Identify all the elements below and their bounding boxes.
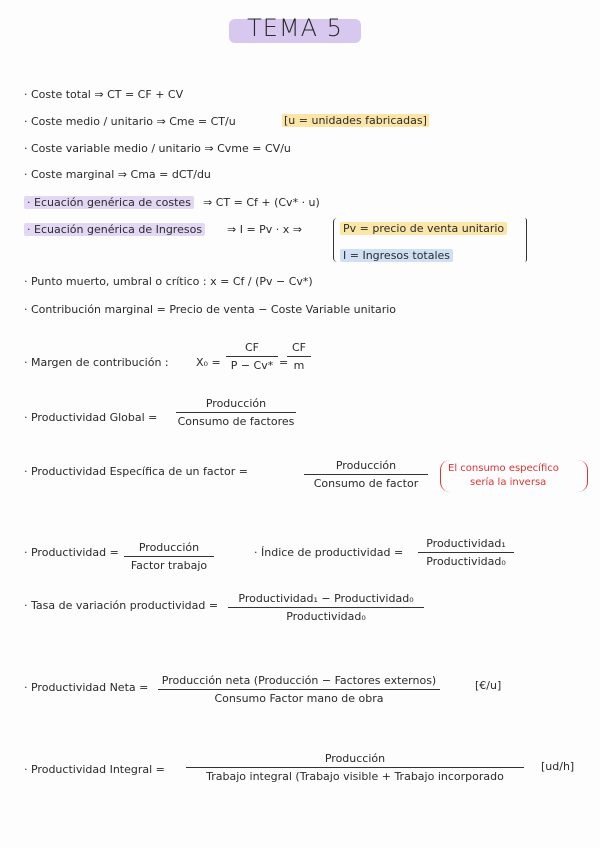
unidades-note-text: [u = unidades fabricadas] bbox=[284, 114, 427, 127]
unidades-note bbox=[282, 114, 429, 127]
tasa-variacion-label: · Tasa de variación productividad = bbox=[24, 599, 219, 612]
productividad-especifica-fraction bbox=[304, 459, 428, 490]
i-definition bbox=[340, 249, 453, 262]
productividad-especifica-label: · Productividad Específica de un factor = bbox=[24, 465, 248, 478]
page-title: TEMA 5 bbox=[247, 14, 343, 42]
margen-x0: X₀ = bbox=[196, 356, 221, 369]
coste-total: · Coste total ⇒ CT = CF + CV bbox=[24, 88, 184, 101]
pg-num: Producción bbox=[205, 397, 267, 410]
margen-contribucion-label: · Margen de contribución : bbox=[24, 356, 169, 369]
pi-num: Producción bbox=[324, 752, 386, 765]
coste-variable-medio: · Coste variable medio / unitario ⇒ Cvme = CV/u bbox=[24, 142, 291, 155]
margen-frac1-den: P − Cv* bbox=[230, 359, 274, 372]
pv-definition-text: Pv = precio de venta unitario bbox=[340, 222, 507, 235]
margen-fraction-1 bbox=[226, 341, 278, 372]
coste-medio: · Coste medio / unitario ⇒ Cme = CT/u bbox=[24, 115, 236, 128]
indice-fraction bbox=[418, 537, 514, 568]
pn-den: Consumo Factor mano de obra bbox=[214, 692, 384, 705]
p-num: Producción bbox=[138, 541, 200, 554]
ecuacion-ingresos-label: · Ecuación genérica de Ingresos bbox=[24, 223, 205, 236]
ingresos-brace-right bbox=[522, 218, 527, 262]
margen-fraction-2 bbox=[287, 341, 311, 372]
consumo-note-line2: sería la inversa bbox=[470, 477, 547, 488]
pg-den: Consumo de factores bbox=[177, 415, 295, 428]
productividad-integral-fraction bbox=[186, 752, 524, 783]
pi-den: Trabajo integral (Trabajo visible + Trabajo incorporado bbox=[206, 770, 504, 783]
margen-frac1-num: CF bbox=[244, 341, 259, 354]
productividad-fraction bbox=[124, 541, 214, 572]
margen-frac2-den: m bbox=[293, 359, 305, 372]
i-definition-text: I = Ingresos totales bbox=[340, 249, 453, 262]
indice-productividad-label: · Índice de productividad = bbox=[254, 546, 404, 559]
ecuacion-costes-formula: ⇒ CT = Cf + (Cv* · u) bbox=[203, 196, 320, 209]
pv-definition bbox=[340, 222, 507, 235]
punto-muerto: · Punto muerto, umbral o crítico : x = Cf / (Pv − Cv*) bbox=[24, 275, 313, 288]
coste-marginal: · Coste marginal ⇒ Cma = dCT/du bbox=[24, 168, 211, 181]
tv-num: Productividad₁ − Productividad₀ bbox=[238, 592, 414, 605]
productividad-neta-label: · Productividad Neta = bbox=[24, 681, 149, 694]
productividad-neta-fraction bbox=[158, 674, 440, 705]
ecuacion-costes-label: · Ecuación genérica de costes bbox=[24, 196, 194, 209]
productividad-integral-label: · Productividad Integral = bbox=[24, 763, 165, 776]
productividad-integral-unit: [ud/h] bbox=[541, 760, 575, 773]
ip-num: Productividad₁ bbox=[426, 537, 506, 550]
ecuacion-ingresos bbox=[24, 223, 205, 236]
margen-equals: = bbox=[279, 356, 289, 369]
pn-num: Producción neta (Producción − Factores externos) bbox=[161, 674, 437, 687]
productividad-label: · Productividad = bbox=[24, 546, 119, 559]
productividad-global-fraction bbox=[176, 397, 296, 428]
margen-frac2-num: CF bbox=[291, 341, 306, 354]
contribucion-marginal: · Contribución marginal = Precio de venta − Coste Variable unitario bbox=[24, 303, 397, 316]
ip-den: Productividad₀ bbox=[426, 555, 506, 568]
productividad-neta-unit: [€/u] bbox=[475, 679, 502, 692]
productividad-global-label: · Productividad Global = bbox=[24, 411, 158, 424]
ecuacion-ingresos-formula: ⇒ I = Pv · x ⇒ bbox=[227, 223, 303, 236]
tasa-variacion-fraction bbox=[228, 592, 424, 623]
pe-num: Producción bbox=[335, 459, 397, 472]
consumo-note-line1: El consumo específico bbox=[448, 463, 559, 474]
tv-den: Productividad₀ bbox=[286, 610, 366, 623]
pe-den: Consumo de factor bbox=[313, 477, 419, 490]
ecuacion-costes bbox=[24, 196, 194, 209]
p-den: Factor trabajo bbox=[130, 559, 208, 572]
